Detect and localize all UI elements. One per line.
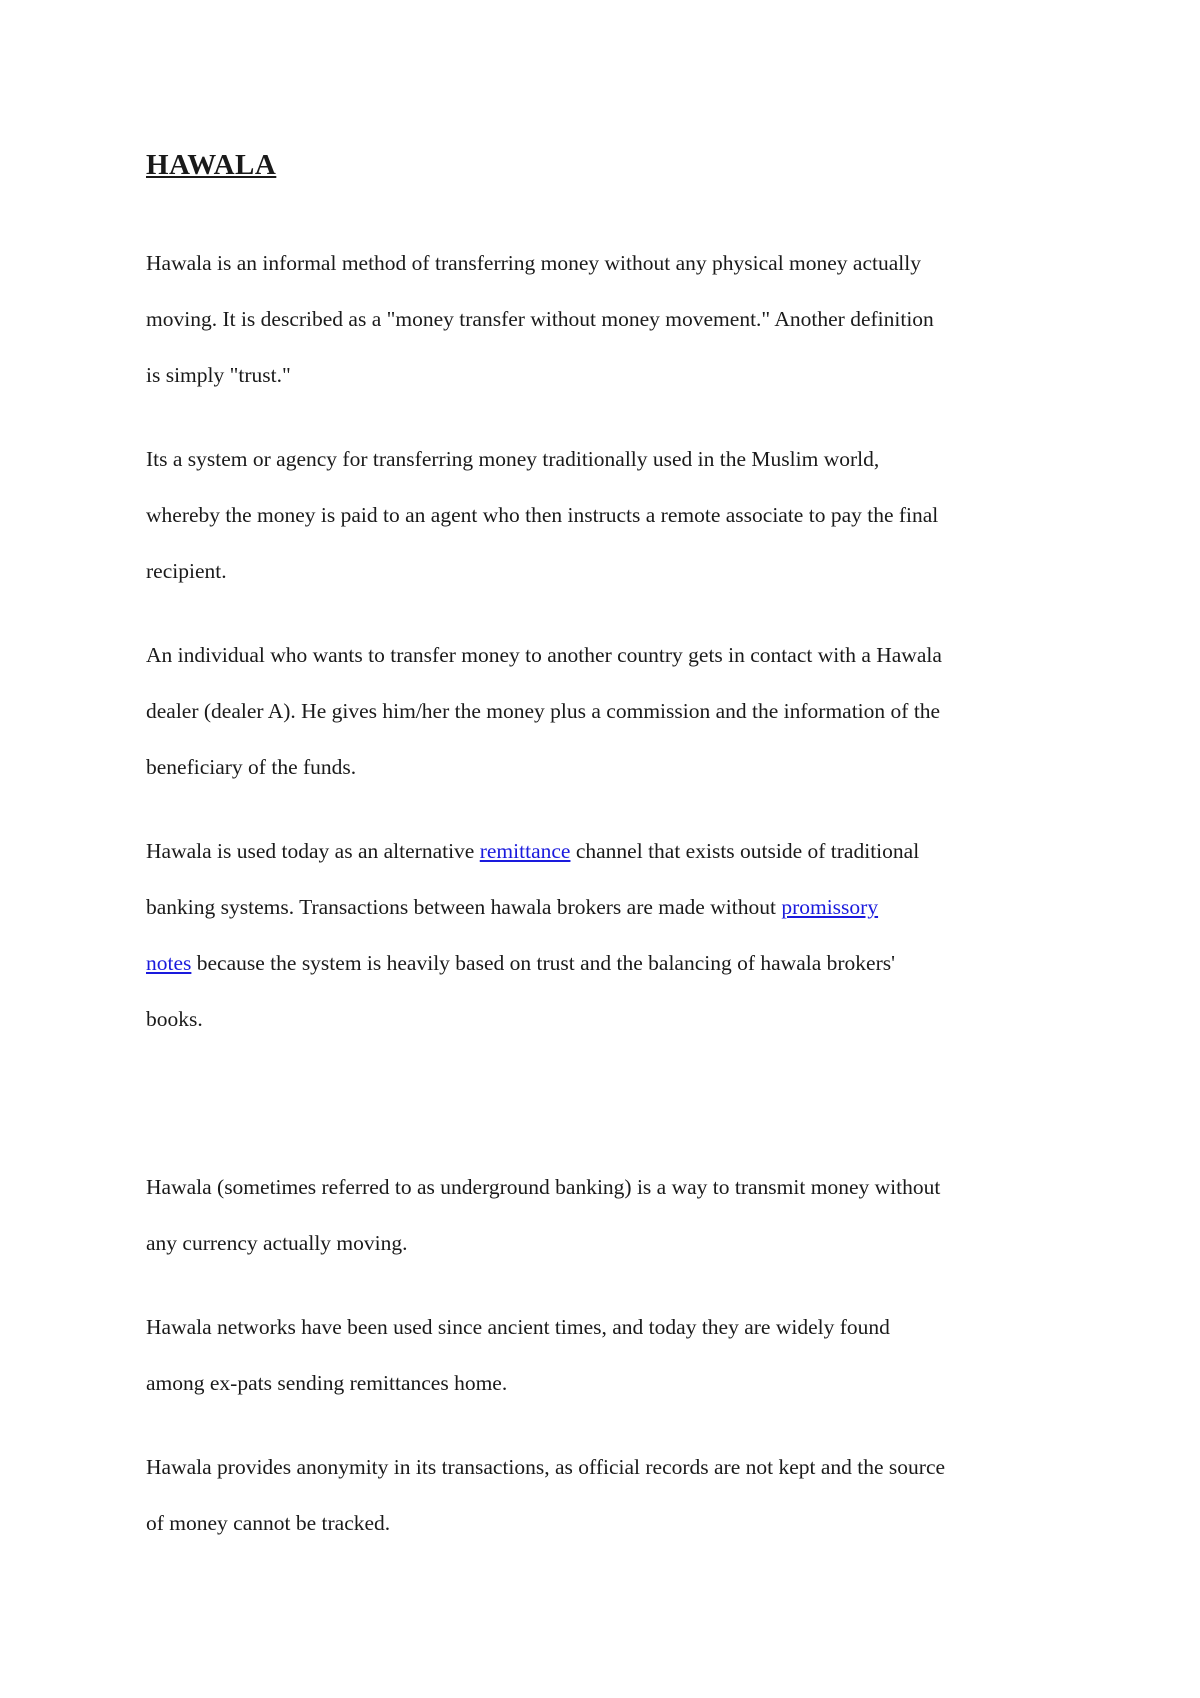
paragraph-networks <box>146 1312 1066 1424</box>
paragraph-process <box>146 640 1066 808</box>
paragraph-usage <box>146 836 1066 1060</box>
paragraph-line: of money cannot be tracked. <box>146 1511 391 1535</box>
paragraph-line: any currency actually moving. <box>146 1231 408 1255</box>
paragraph-line: Its a system or agency for transferring money traditionally used in the Muslim world, <box>146 447 880 471</box>
paragraph-definition <box>146 248 1066 416</box>
text-segment: Hawala is used today as an alternative <box>146 839 480 863</box>
paragraph-line <box>146 836 1066 892</box>
paragraph-system <box>146 444 1066 612</box>
paragraph-line: dealer (dealer A). He gives him/her the money plus a commission and the information of the <box>146 699 941 723</box>
paragraph-line: An individual who wants to transfer money to another country gets in contact with a Hawala <box>146 643 942 667</box>
paragraph-line: books. <box>146 1007 203 1031</box>
document-title: HAWALA <box>146 149 277 181</box>
paragraph-line: Hawala is an informal method of transferring money without any physical money actually <box>146 251 921 275</box>
paragraph-underground-banking <box>146 1172 1066 1284</box>
paragraph-line <box>146 948 1066 1004</box>
promissory-notes-link[interactable]: promissory <box>781 895 879 919</box>
text-segment: channel that exists outside of traditional <box>570 839 920 863</box>
paragraph-line: recipient. <box>146 559 227 583</box>
paragraph-line: beneficiary of the funds. <box>146 755 357 779</box>
text-segment: because the system is heavily based on trust and the balancing of hawala brokers' <box>191 951 895 975</box>
paragraph-line: Hawala provides anonymity in its transactions, as official records are not kept and the source <box>146 1455 946 1479</box>
paragraph-anonymity <box>146 1452 1066 1564</box>
paragraph-line: whereby the money is paid to an agent who then instructs a remote associate to pay the final <box>146 503 939 527</box>
paragraph-line: moving. It is described as a "money transfer without money movement." Another definition <box>146 307 934 331</box>
promissory-notes-link-continued[interactable]: notes <box>146 951 192 975</box>
paragraph-line: among ex-pats sending remittances home. <box>146 1371 508 1395</box>
paragraph-line: Hawala (sometimes referred to as underground banking) is a way to transmit money without <box>146 1175 941 1199</box>
paragraph-line <box>146 892 1066 948</box>
paragraph-line: is simply "trust." <box>146 363 291 387</box>
remittance-link[interactable]: remittance <box>479 839 571 863</box>
text-segment: banking systems. Transactions between hawala brokers are made without <box>146 895 782 919</box>
paragraph-line: Hawala networks have been used since ancient times, and today they are widely found <box>146 1315 890 1339</box>
